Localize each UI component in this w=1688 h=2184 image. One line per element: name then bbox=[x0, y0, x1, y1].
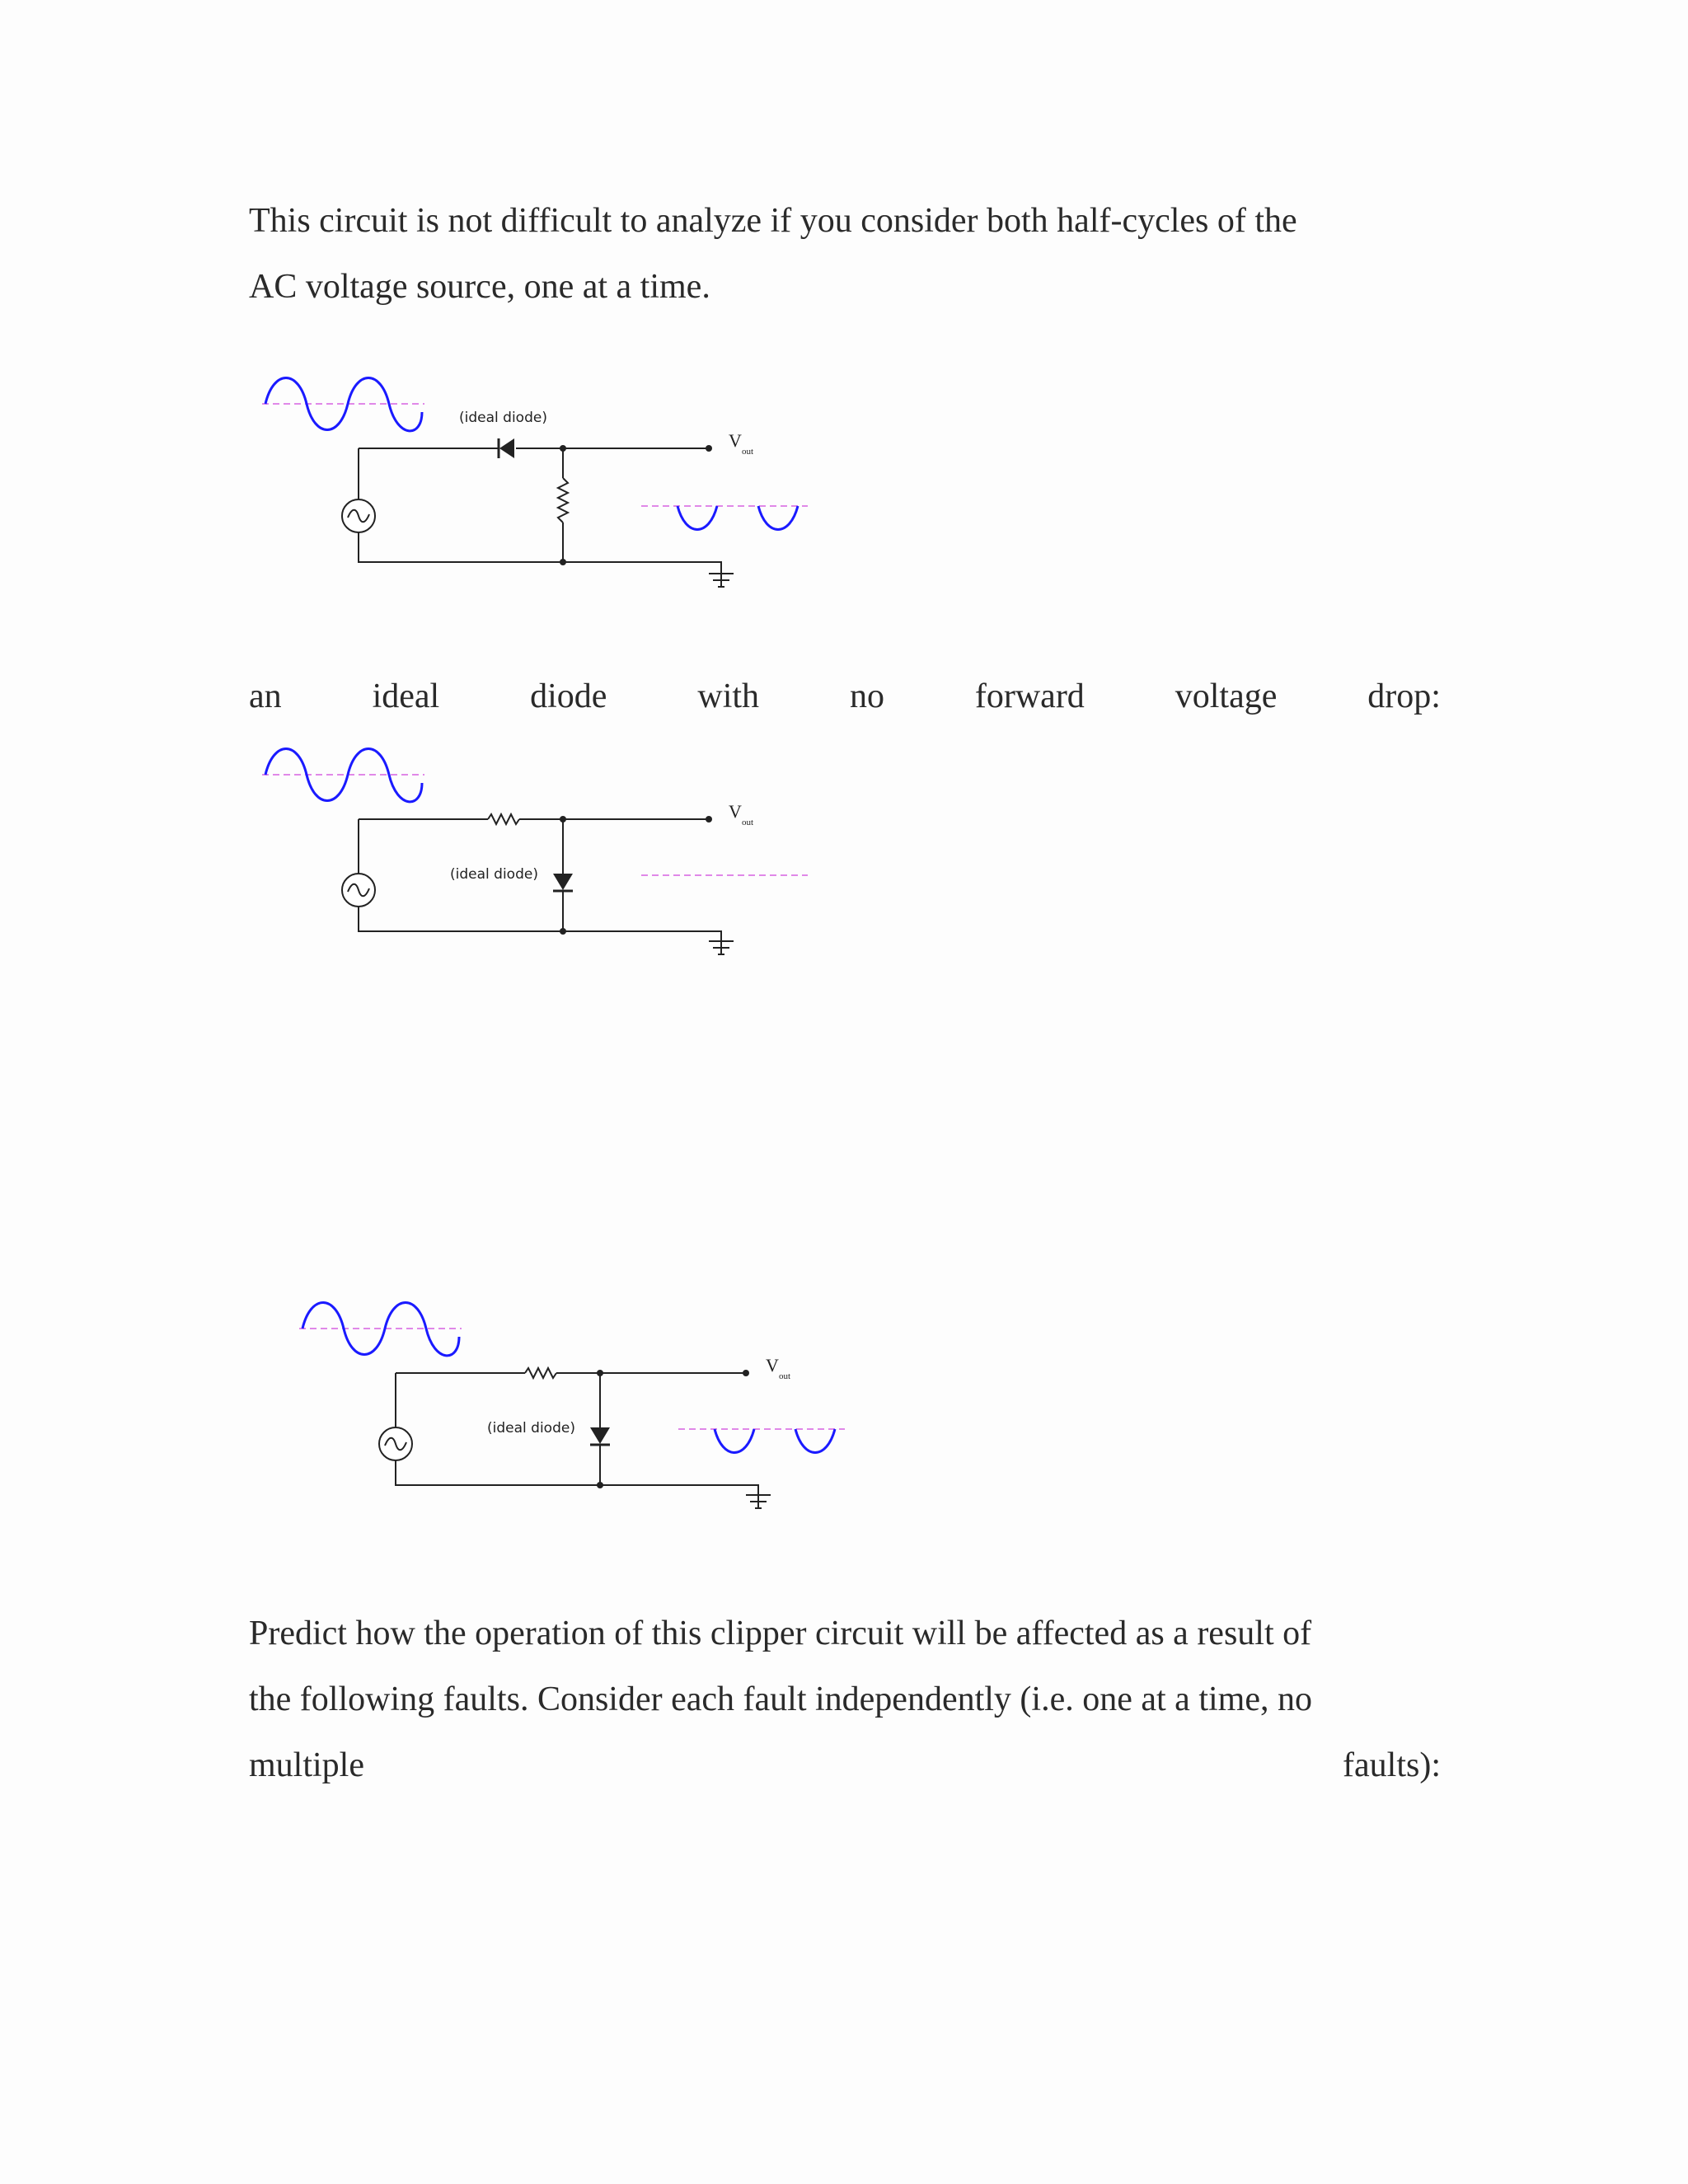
output-terminal bbox=[706, 445, 712, 452]
diode-label: (ideal diode) bbox=[487, 1420, 575, 1436]
vout-label: V bbox=[729, 430, 742, 451]
caption-word: diode bbox=[530, 677, 607, 715]
caption-word: with bbox=[697, 677, 760, 715]
caption-word: voltage bbox=[1175, 677, 1278, 715]
question-line-3 bbox=[249, 1732, 1441, 1798]
circuit-wires bbox=[359, 448, 734, 587]
ac-source-icon bbox=[379, 1427, 412, 1460]
circuit-diagram-1 bbox=[247, 363, 824, 610]
output-terminal bbox=[706, 816, 712, 823]
vout-subscript: out bbox=[742, 447, 754, 457]
input-waveform bbox=[299, 1303, 462, 1356]
circuit-wires bbox=[396, 1368, 771, 1508]
vout-label: V bbox=[766, 1355, 779, 1376]
circuit-diagram-2 bbox=[247, 733, 824, 981]
diode-label: (ideal diode) bbox=[450, 866, 538, 883]
node-dot bbox=[597, 1482, 603, 1488]
caption-word: an bbox=[249, 677, 282, 715]
vout-subscript: out bbox=[779, 1371, 791, 1381]
diode-label: (ideal diode) bbox=[459, 410, 547, 426]
caption-word: drop: bbox=[1367, 677, 1441, 715]
intro-line-2: AC voltage source, one at a time. bbox=[249, 268, 710, 306]
output-waveform bbox=[641, 506, 808, 530]
vout-label: V bbox=[729, 801, 742, 822]
question-word-right: faults): bbox=[1343, 1746, 1441, 1784]
question-line-1: Predict how the operation of this clipper circuit will be affected as a result of bbox=[249, 1615, 1312, 1652]
caption-line bbox=[249, 663, 1441, 729]
caption-word: forward bbox=[974, 677, 1085, 715]
output-waveform bbox=[678, 1429, 845, 1453]
caption-word: ideal bbox=[372, 677, 440, 715]
node-dot bbox=[597, 1370, 603, 1376]
output-terminal bbox=[743, 1370, 749, 1376]
diode-icon bbox=[499, 438, 514, 458]
circuit-diagram-3 bbox=[284, 1287, 861, 1535]
node-dot bbox=[560, 559, 566, 565]
ac-source-icon bbox=[342, 499, 375, 532]
circuit-wires bbox=[359, 814, 734, 954]
diode-icon bbox=[553, 874, 573, 891]
diode-icon bbox=[590, 1427, 610, 1445]
caption-word: no bbox=[849, 677, 884, 715]
input-waveform bbox=[262, 378, 424, 431]
input-waveform bbox=[262, 749, 424, 802]
node-dot bbox=[560, 816, 566, 823]
question-line-2: the following faults. Consider each fault independently (i.e. one at a time, no bbox=[249, 1680, 1312, 1718]
intro-line-1: This circuit is not difficult to analyze if you consider both half-cycles of the bbox=[249, 202, 1297, 240]
node-dot bbox=[560, 445, 566, 452]
ac-source-icon bbox=[342, 874, 375, 907]
question-word-left: multiple bbox=[249, 1746, 364, 1784]
node-dot bbox=[560, 928, 566, 935]
vout-subscript: out bbox=[742, 818, 754, 827]
